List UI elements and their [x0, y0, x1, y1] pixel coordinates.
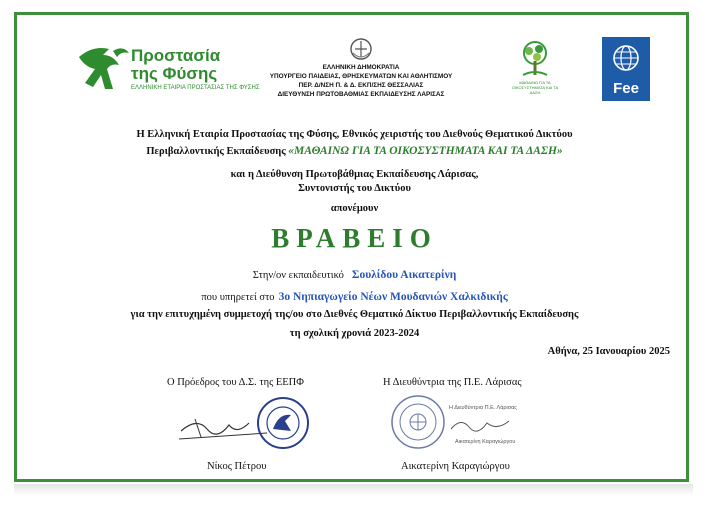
greek-emblem-icon	[349, 37, 373, 61]
right-signature-icon	[447, 413, 517, 437]
globe-icon	[611, 43, 641, 73]
org-stamp-icon	[255, 395, 311, 451]
org-logo-line1: Προστασία	[131, 46, 221, 65]
official-seal-icon	[389, 393, 447, 451]
ministry-header	[241, 37, 481, 99]
intro-line-2-prefix: Περιβαλλοντικής Εκπαίδευσης	[146, 146, 286, 157]
stamp-text-2: Αικατερίνη Καραγιώργου	[455, 439, 516, 445]
participation-line: για την επιτυχημένη συμμετοχή της/ου στο Διεθνές Θεματικό Δίκτυο Περιβαλλοντικής Εκπαίδευσης	[130, 309, 579, 320]
ministry-line-2: ΥΠΟΥΡΓΕΙΟ ΠΑΙΔΕΙΑΣ, ΘΡΗΣΚΕΥΜΑΤΩΝ ΚΑΙ ΑΘΛΗΤΙΣΜΟΥ	[269, 73, 453, 80]
left-signatory-name: Νίκος Πέτρου	[207, 461, 267, 472]
recipient-label: Στην/ον εκπαιδευτικό	[252, 270, 344, 281]
stamp-text-1: Η Διευθύντρια Π.Ε. Λάρισας	[449, 405, 517, 411]
network-logo	[511, 39, 559, 95]
school-year-line: τη σχολική χρονιά 2023-2024	[289, 328, 420, 339]
fee-logo	[602, 37, 650, 101]
award-title: ΒΡΑΒΕΙΟ	[271, 223, 438, 253]
certificate	[14, 12, 689, 482]
page-shadow	[14, 484, 693, 496]
right-signatory-title: Η Διευθύντρια της Π.Ε. Λάρισας	[383, 377, 522, 388]
intro-line-2	[17, 145, 692, 157]
right-signatory-name: Αικατερίνη Καραγιώργου	[401, 461, 510, 472]
intro-line-1: Η Ελληνική Εταιρία Προστασίας της Φύσης, Εθνικός χειριστής του Διεθνούς Θεματικού Δικτύου	[136, 129, 573, 140]
intro-line-4: Συντονιστής του Δικτύου	[298, 183, 411, 194]
ministry-line-4: ΔΙΕΥΘΥΝΣΗ ΠΡΩΤΟΒΑΘΜΙΑΣ ΕΚΠΑΙΔΕΥΣΗΣ ΛΑΡΙΣΑΣ	[277, 91, 445, 98]
fee-logo-text: Fee	[613, 80, 639, 97]
left-signatory-title: Ο Πρόεδρος του Δ.Σ. της ΕΕΠΦ	[167, 377, 304, 388]
recipient-line	[17, 265, 692, 283]
issue-date: Αθήνα, 25 Ιανουαρίου 2025	[547, 346, 670, 357]
org-logo-line2: της Φύσης	[131, 64, 218, 83]
tree-logo-icon	[515, 39, 555, 79]
intro-line-3: και η Διεύθυνση Πρωτοβάθμιας Εκπαίδευσης Λάρισας,	[230, 169, 479, 180]
goat-logo-icon	[73, 43, 131, 101]
network-title: «ΜΑΘΑΙΝΩ ΓΙΑ ΤΑ ΟΙΚΟΣΥΣΤΗΜΑΤΑ ΚΑΙ ΤΑ ΔΑΣΗ»	[288, 145, 563, 157]
school-name: 3ο Νηπιαγωγείο Νέων Μουδανιών Χαλκιδικής	[278, 291, 508, 303]
intro-line-5: απονέμουν	[330, 203, 379, 214]
school-label: που υπηρετεί στο	[201, 292, 275, 303]
recipient-name: Σουλίδου Αικατερίνη	[351, 269, 457, 281]
network-logo-text: ΜΑΘΑΙΝΩ ΓΙΑ ΤΑ ΟΙΚΟΣΥΣΤΗΜΑΤΑ ΚΑΙ ΤΑ ΔΑΣΗ	[511, 80, 559, 95]
school-line	[17, 287, 692, 305]
org-logo-line3: ΕΛΛΗΝΙΚΗ ΕΤΑΙΡΙΑ ΠΡΟΣΤΑΣΙΑΣ ΤΗΣ ΦΥΣΗΣ	[131, 85, 260, 91]
ministry-line-1: ΕΛΛΗΝΙΚΗ ΔΗΜΟΚΡΑΤΙΑ	[322, 64, 400, 71]
ministry-line-3: ΠΕΡ. Δ/ΝΣΗ Π. & Δ. ΕΚΠ/ΣΗΣ ΘΕΣΣΑΛΙΑΣ	[298, 82, 424, 89]
org-logo	[73, 43, 260, 103]
